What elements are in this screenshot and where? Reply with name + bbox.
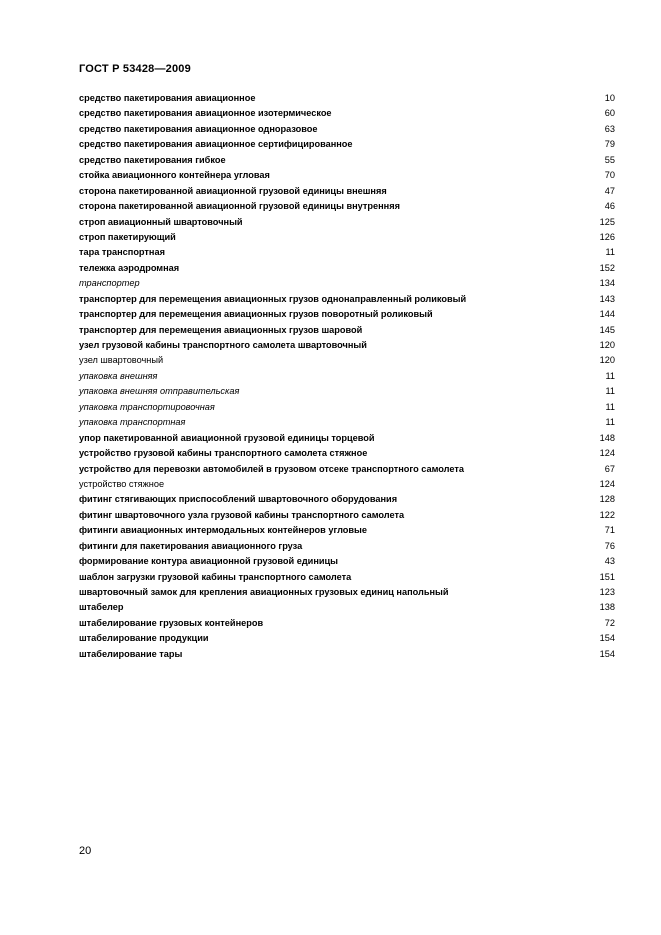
index-term: упаковка внешняя xyxy=(79,370,158,381)
index-page-ref: 11 xyxy=(605,417,615,428)
index-page-ref: 11 xyxy=(605,247,615,258)
index-entry xyxy=(79,585,615,600)
index-term: строп пакетирующий xyxy=(79,231,176,242)
index-term: швартовочный замок для крепления авиационных грузовых единиц напольный xyxy=(79,587,449,597)
index-page-ref: 124 xyxy=(599,478,615,489)
index-term: транспортер xyxy=(79,278,140,289)
index-term: средство пакетирования гибкое xyxy=(79,154,226,165)
index-term: сторона пакетированной авиационной грузовой единицы внутренняя xyxy=(79,201,400,212)
index-entry xyxy=(79,369,615,384)
index-entry xyxy=(79,137,615,152)
index-term: штабелирование грузовых контейнеров xyxy=(79,617,264,628)
index-page-ref: 138 xyxy=(599,602,615,613)
index-page-ref: 123 xyxy=(599,587,615,597)
index-entry xyxy=(79,245,615,260)
index-page-ref: 47 xyxy=(604,185,615,196)
index-term: устройство для перевозки автомобилей в грузовом отсеке транспортного самолета xyxy=(79,463,464,474)
index-term: средство пакетирования авиационное сертифицированное xyxy=(79,139,353,150)
index-entry xyxy=(79,215,615,230)
index-entry xyxy=(79,600,615,615)
index-page-ref: 144 xyxy=(599,309,615,320)
alphabetical-index xyxy=(79,91,615,662)
index-entry xyxy=(79,647,615,662)
index-entry xyxy=(79,261,615,276)
index-entry xyxy=(79,91,615,106)
index-entry xyxy=(79,323,615,338)
page-number: 20 xyxy=(79,845,92,857)
index-entry xyxy=(79,446,615,461)
index-term: штабелирование тары xyxy=(79,648,183,659)
index-entry xyxy=(79,122,615,137)
index-page-ref: 46 xyxy=(604,201,615,212)
index-page-ref: 11 xyxy=(605,386,615,397)
index-term: стойка авиационного контейнера угловая xyxy=(79,170,270,181)
index-term: фитинг швартовочного узла грузовой кабины транспортного самолета xyxy=(79,509,405,520)
index-term: транспортер для перемещения авиационных грузов однонаправленный роликовый xyxy=(79,293,467,304)
index-entry xyxy=(79,477,615,492)
index-page-ref: 143 xyxy=(599,293,615,304)
index-term: штабелер xyxy=(79,602,124,613)
index-page-ref: 126 xyxy=(599,231,615,242)
index-entry xyxy=(79,353,615,368)
index-page-ref: 11 xyxy=(605,370,615,381)
index-page-ref: 67 xyxy=(604,463,615,474)
index-term: средство пакетирования авиационное xyxy=(79,93,256,103)
index-entry xyxy=(79,400,615,415)
index-page-ref: 122 xyxy=(599,509,615,520)
index-page-ref: 72 xyxy=(604,617,615,628)
index-term: формирование контура авиационной грузовой единицы xyxy=(79,556,339,567)
index-entry xyxy=(79,307,615,322)
index-page-ref: 11 xyxy=(605,401,615,412)
index-page-ref: 120 xyxy=(599,340,615,350)
index-entry xyxy=(79,431,615,446)
index-entry xyxy=(79,492,615,507)
index-page-ref: 154 xyxy=(599,648,615,659)
index-term: транспортер для перемещения авиационных грузов шаровой xyxy=(79,324,363,335)
index-entry xyxy=(79,276,615,291)
index-entry xyxy=(79,338,615,353)
index-entry xyxy=(79,508,615,523)
index-page-ref: 152 xyxy=(599,262,615,273)
index-page-ref: 70 xyxy=(604,170,615,181)
index-entry xyxy=(79,523,615,538)
index-term: устройство стяжное xyxy=(79,478,165,489)
index-entry xyxy=(79,106,615,121)
index-entry xyxy=(79,415,615,430)
index-entry xyxy=(79,631,615,646)
index-page-ref: 71 xyxy=(604,525,615,536)
index-page-ref: 128 xyxy=(599,494,615,505)
index-term: узел швартовочный xyxy=(79,355,164,366)
index-term: фитинг стягивающих приспособлений швартовочного оборудования xyxy=(79,494,398,505)
index-term: тележка аэродромная xyxy=(79,262,180,273)
index-term: упаковка транспортировочная xyxy=(79,401,215,412)
index-term: упор пакетированной авиационной грузовой единицы торцевой xyxy=(79,432,375,443)
index-entry xyxy=(79,384,615,399)
index-page-ref: 134 xyxy=(599,278,615,289)
standard-title: ГОСТ Р 53428—2009 xyxy=(79,63,191,75)
index-page-ref: 79 xyxy=(604,139,615,150)
index-entry xyxy=(79,554,615,569)
index-term: штабелирование продукции xyxy=(79,633,209,644)
index-term: устройство грузовой кабины транспортного самолета стяжное xyxy=(79,448,368,459)
index-page-ref: 43 xyxy=(604,556,615,567)
index-page-ref: 10 xyxy=(604,93,615,103)
index-page-ref: 55 xyxy=(604,154,615,165)
index-entry xyxy=(79,168,615,183)
index-term: транспортер для перемещения авиационных грузов поворотный роликовый xyxy=(79,309,433,320)
index-term: фитинги авиационных интермодальных контейнеров угловые xyxy=(79,525,368,536)
index-term: строп авиационный швартовочный xyxy=(79,216,243,227)
index-term: упаковка транспортная xyxy=(79,417,186,428)
index-entry xyxy=(79,570,615,585)
page-footer xyxy=(79,845,91,857)
index-term: средство пакетирования авиационное изотермическое xyxy=(79,108,332,119)
index-term: тара транспортная xyxy=(79,247,165,258)
index-entry xyxy=(79,230,615,245)
index-term: фитинги для пакетирования авиационного груза xyxy=(79,540,303,551)
index-entry xyxy=(79,199,615,214)
index-term: сторона пакетированной авиационной грузовой единицы внешняя xyxy=(79,185,387,196)
index-page-ref: 60 xyxy=(604,108,615,119)
index-entry xyxy=(79,292,615,307)
index-page-ref: 154 xyxy=(599,633,615,644)
index-page-ref: 76 xyxy=(604,540,615,551)
index-entry xyxy=(79,539,615,554)
index-entry xyxy=(79,153,615,168)
index-term: узел грузовой кабины транспортного самолета швартовочный xyxy=(79,340,367,350)
index-term: средство пакетирования авиационное одноразовое xyxy=(79,123,318,134)
index-page-ref: 63 xyxy=(604,123,615,134)
index-page-ref: 145 xyxy=(599,324,615,335)
index-page-ref: 125 xyxy=(599,216,615,227)
index-entry xyxy=(79,184,615,199)
index-page-ref: 124 xyxy=(599,448,615,459)
index-entry xyxy=(79,616,615,631)
index-page-ref: 151 xyxy=(599,571,615,582)
index-term: упаковка внешняя отправительская xyxy=(79,386,240,397)
index-page-ref: 120 xyxy=(599,355,615,366)
index-page-ref: 148 xyxy=(599,432,615,443)
document-header xyxy=(79,63,191,75)
index-entry xyxy=(79,462,615,477)
index-term: шаблон загрузки грузовой кабины транспортного самолета xyxy=(79,571,352,582)
